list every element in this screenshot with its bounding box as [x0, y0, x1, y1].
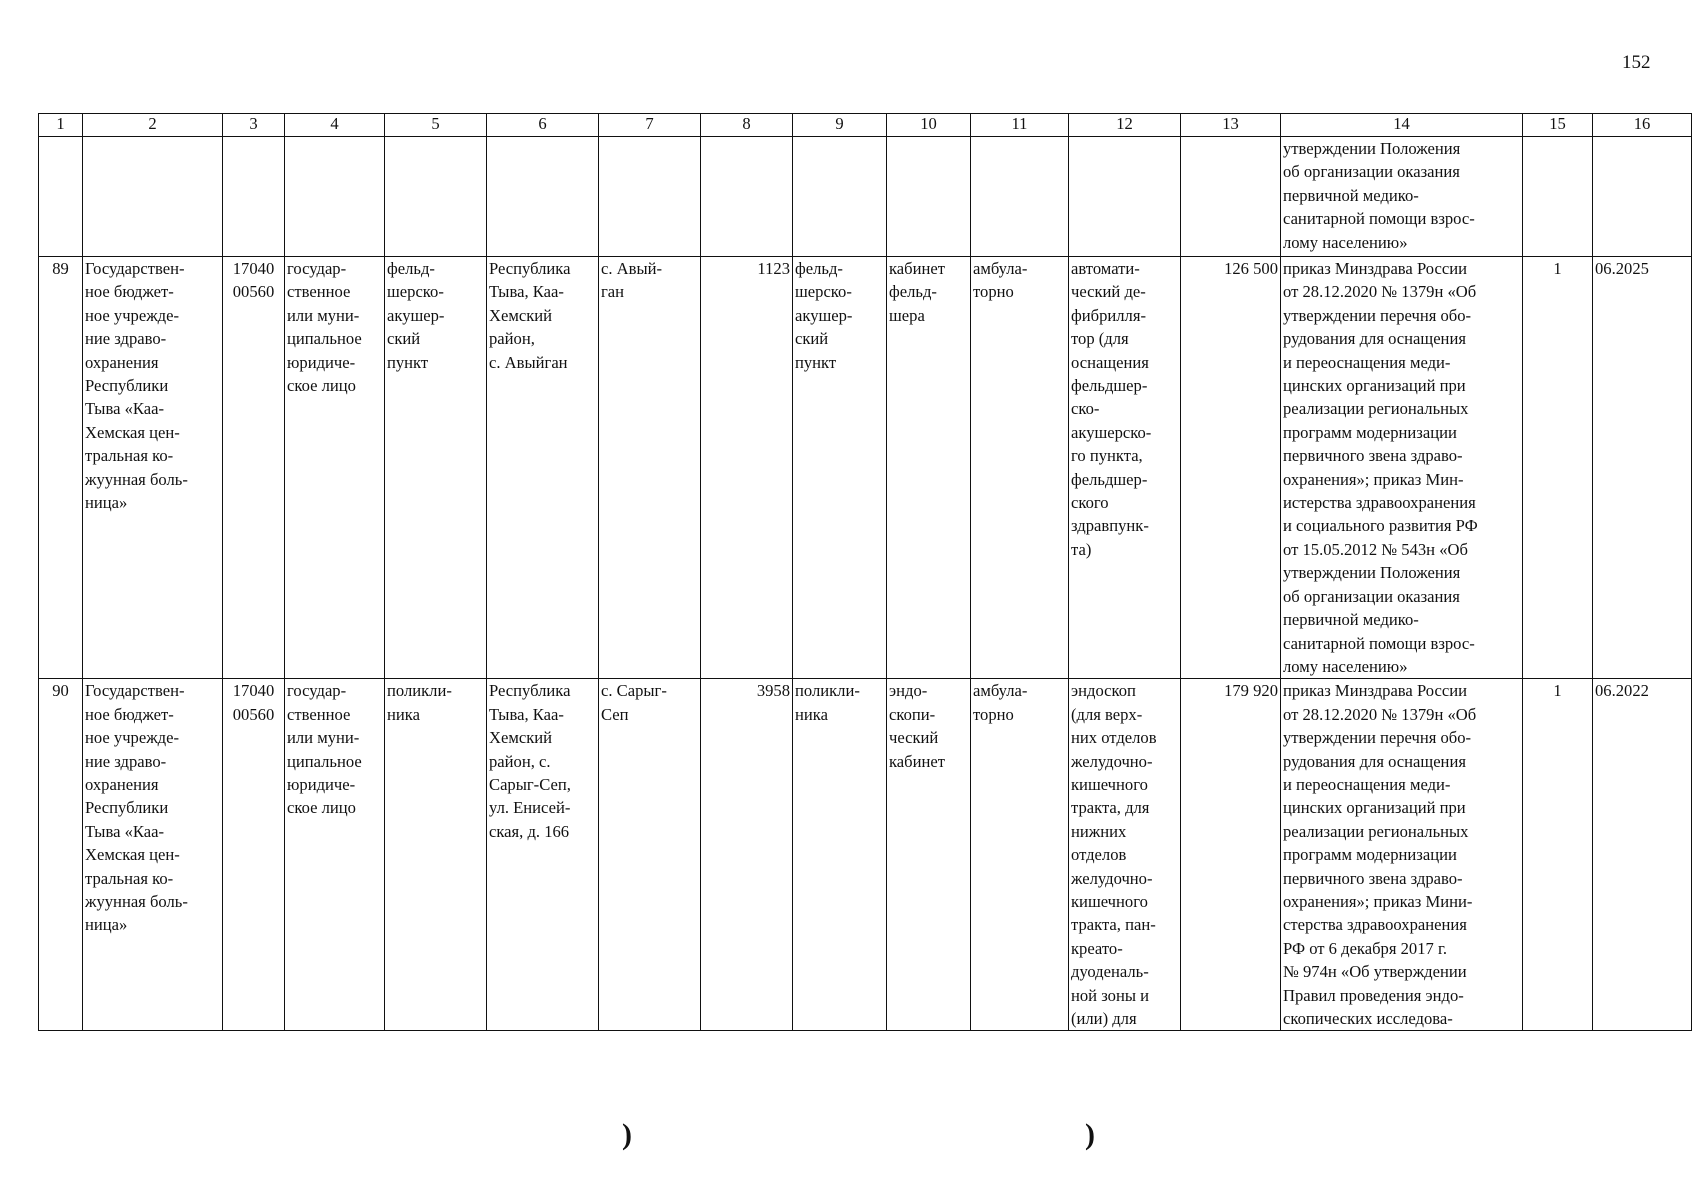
column-header: 1	[39, 114, 83, 137]
table-cell: 17040 00560	[223, 257, 285, 679]
table-cell: приказ Минздрава России от 28.12.2020 № 1379н «Об утверждении перечня обо- рудования для оснащения и переоснащения меди- цинских организаций при реализации региональных программ модернизации первичного звена здраво- охранения»; приказ Мин- истерства здравоохранения и социального развития РФ от 15.05.2012 № 543н «Об утверждении Положения об организации оказания первичной медико- санитарной помощи взрос- лому населению»	[1281, 257, 1523, 679]
column-header: 13	[1181, 114, 1281, 137]
table-row	[39, 137, 1692, 257]
table-cell: эндоскоп (для верх- них отделов желудочно- кишечного тракта, для нижних отделов желудочно- кишечного тракта, пан- креато- дуоденаль- ной зоны и (или) для	[1069, 679, 1181, 1031]
table-cell	[1069, 137, 1181, 257]
column-header: 3	[223, 114, 285, 137]
table-cell: 90	[39, 679, 83, 1031]
column-header: 14	[1281, 114, 1523, 137]
handwritten-mark: )	[622, 1118, 632, 1151]
column-header: 5	[385, 114, 487, 137]
table-cell: государ- ственное или муни- ципальное юридиче- ское лицо	[285, 257, 385, 679]
table-cell: приказ Минздрава России от 28.12.2020 № 1379н «Об утверждении перечня обо- рудования для оснащения и переоснащения меди- цинских организаций при реализации региональных программ модернизации первичного звена здраво- охранения»; приказ Мини- стерства здравоохранения РФ от 6 декабря 2017 г. № 974н «Об утверждении Правил проведения эндо- скопических исследова-	[1281, 679, 1523, 1031]
table-cell: автомати- ческий де- фибрилля- тор (для оснащения фельдшер- ско- акушерско- го пункта, фельдшер- ского здравпунк- та)	[1069, 257, 1181, 679]
table-cell	[1181, 137, 1281, 257]
table-cell: эндо- скопи- ческий кабинет	[887, 679, 971, 1031]
table-cell	[887, 137, 971, 257]
table-cell: Государствен- ное бюджет- ное учрежде- ние здраво- охранения Республики Тыва «Каа- Хемская цен- тральная ко- жуунная боль- ница»	[83, 257, 223, 679]
table-cell: 1	[1523, 257, 1593, 679]
column-header: 12	[1069, 114, 1181, 137]
table-cell: фельд- шерско- акушер- ский пункт	[793, 257, 887, 679]
table-cell: поликли- ника	[385, 679, 487, 1031]
table-cell: поликли- ника	[793, 679, 887, 1031]
table-cell: государ- ственное или муни- ципальное юридиче- ское лицо	[285, 679, 385, 1031]
column-header: 8	[701, 114, 793, 137]
equipment-table	[38, 113, 1692, 1031]
table-cell	[793, 137, 887, 257]
table-cell	[599, 137, 701, 257]
column-header: 2	[83, 114, 223, 137]
table-cell: 06.2022	[1593, 679, 1692, 1031]
table-cell	[701, 137, 793, 257]
column-header: 9	[793, 114, 887, 137]
column-header: 11	[971, 114, 1069, 137]
table-cell: 179 920	[1181, 679, 1281, 1031]
table-cell: с. Сарыг- Сеп	[599, 679, 701, 1031]
table-cell: 06.2025	[1593, 257, 1692, 679]
table-cell	[83, 137, 223, 257]
column-header: 4	[285, 114, 385, 137]
column-header: 7	[599, 114, 701, 137]
table-cell	[285, 137, 385, 257]
table-header-row	[39, 114, 1692, 137]
table-cell: утверждении Положения об организации оказания первичной медико- санитарной помощи взрос- лому населению»	[1281, 137, 1523, 257]
table-cell	[971, 137, 1069, 257]
table-cell: Государствен- ное бюджет- ное учрежде- ние здраво- охранения Республики Тыва «Каа- Хемская цен- тральная ко- жуунная боль- ница»	[83, 679, 223, 1031]
table-cell: 3958	[701, 679, 793, 1031]
handwritten-mark: )	[1085, 1118, 1095, 1151]
column-header: 6	[487, 114, 599, 137]
column-header: 16	[1593, 114, 1692, 137]
table-cell: фельд- шерско- акушер- ский пункт	[385, 257, 487, 679]
table-row	[39, 257, 1692, 679]
table-cell	[223, 137, 285, 257]
table-cell: Республика Тыва, Каа- Хемский район, с. Сарыг-Сеп, ул. Енисей- ская, д. 166	[487, 679, 599, 1031]
table-cell: Республика Тыва, Каа- Хемский район, с. Авыйган	[487, 257, 599, 679]
table-cell	[39, 137, 83, 257]
table-row	[39, 679, 1692, 1031]
table-cell	[487, 137, 599, 257]
table-cell: 17040 00560	[223, 679, 285, 1031]
table-cell	[1523, 137, 1593, 257]
column-header: 10	[887, 114, 971, 137]
table-cell: 126 500	[1181, 257, 1281, 679]
table-cell: 1	[1523, 679, 1593, 1031]
table-cell: 1123	[701, 257, 793, 679]
table-cell: 89	[39, 257, 83, 679]
table-cell: кабинет фельд- шера	[887, 257, 971, 679]
table-cell	[385, 137, 487, 257]
table-cell: амбула- торно	[971, 257, 1069, 679]
page-number: 152	[1622, 52, 1651, 73]
table-cell	[1593, 137, 1692, 257]
table-cell: с. Авый- ган	[599, 257, 701, 679]
column-header: 15	[1523, 114, 1593, 137]
table-cell: амбула- торно	[971, 679, 1069, 1031]
